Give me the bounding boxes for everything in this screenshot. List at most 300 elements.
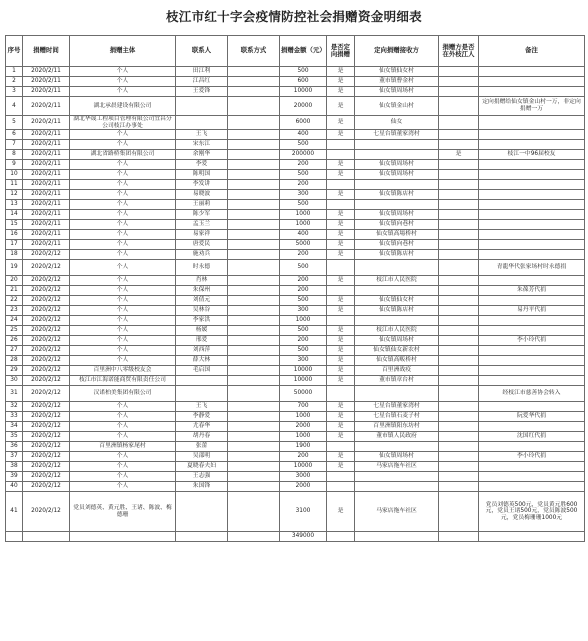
table-cell — [439, 170, 479, 180]
total-row — [6, 532, 585, 542]
table-cell: 2020/2/12 — [23, 452, 70, 462]
table-row — [6, 130, 585, 140]
table-cell — [228, 130, 280, 140]
table-cell: 3000 — [280, 472, 327, 482]
table-cell: 个人 — [70, 276, 176, 286]
table-cell: 200 — [280, 180, 327, 190]
table-cell — [327, 316, 355, 326]
table-cell: 2020/2/11 — [23, 150, 70, 160]
table-cell — [176, 116, 228, 130]
table-cell: 施劝兵 — [176, 250, 228, 260]
table-cell — [228, 472, 280, 482]
table-row — [6, 462, 585, 472]
table-cell: 是 — [327, 190, 355, 200]
table-cell — [439, 180, 479, 190]
table-cell: 仙女镇周场村 — [355, 170, 439, 180]
table-cell: 2000 — [280, 482, 327, 492]
table-cell: 2020/2/11 — [23, 210, 70, 220]
table-cell: 董市镇章台村 — [355, 376, 439, 386]
table-cell — [228, 316, 280, 326]
table-cell: 定向捐赠给仙女镇金山村一万，非定向捐赠一万 — [479, 97, 585, 116]
table-cell: 仙女镇周场村 — [355, 336, 439, 346]
table-cell — [439, 316, 479, 326]
table-cell: 是 — [439, 150, 479, 160]
table-cell — [479, 532, 585, 542]
table-cell — [6, 532, 23, 542]
table-cell — [439, 67, 479, 77]
table-cell: 肖林 — [176, 276, 228, 286]
table-cell: 个人 — [70, 326, 176, 336]
table-row — [6, 210, 585, 220]
table-cell: 七星台镇石麦子村 — [355, 412, 439, 422]
column-header: 备注 — [479, 36, 585, 67]
table-cell: 是 — [327, 240, 355, 250]
table-cell: 是 — [327, 97, 355, 116]
table-cell: 王志强 — [176, 472, 228, 482]
table-cell: 11 — [6, 180, 23, 190]
table-cell: 阮爱华代捐 — [479, 412, 585, 422]
table-cell: 个人 — [70, 200, 176, 210]
table-cell: 50000 — [280, 386, 327, 402]
table-cell: 2020/2/12 — [23, 366, 70, 376]
table-cell: 17 — [6, 240, 23, 250]
table-cell: 4 — [6, 97, 23, 116]
table-cell — [228, 532, 280, 542]
table-cell: 20 — [6, 276, 23, 286]
table-cell: 李小玲代捐 — [479, 336, 585, 346]
table-cell — [228, 150, 280, 160]
table-cell: 仙女镇周场村 — [355, 210, 439, 220]
table-cell: 2020/2/11 — [23, 116, 70, 130]
table-cell — [228, 200, 280, 210]
table-cell: 个人 — [70, 250, 176, 260]
table-cell: 百里洲战疫 — [355, 366, 439, 376]
table-cell: 2020/2/12 — [23, 260, 70, 276]
table-cell: 田江利 — [176, 67, 228, 77]
table-cell: 党员刘德英500元，党员黄元胜600元，党员王诸500元，党员陈波500元，党员梅珊珊1000元 — [479, 492, 585, 532]
table-cell — [228, 346, 280, 356]
table-cell: 27 — [6, 346, 23, 356]
table-cell: 是 — [327, 230, 355, 240]
table-cell — [228, 97, 280, 116]
table-cell: 李静爱 — [176, 412, 228, 422]
table-cell: 个人 — [70, 316, 176, 326]
table-row — [6, 452, 585, 462]
table-cell — [228, 386, 280, 402]
table-row — [6, 116, 585, 130]
table-cell: 汉诺柏美集团有限公司 — [70, 386, 176, 402]
table-cell — [439, 472, 479, 482]
table-cell: 2020/2/11 — [23, 97, 70, 116]
table-cell — [228, 276, 280, 286]
table-cell — [479, 220, 585, 230]
table-cell: 2020/2/11 — [23, 200, 70, 210]
table-cell: 36 — [6, 442, 23, 452]
table-cell: 个人 — [70, 412, 176, 422]
table-cell: 500 — [280, 260, 327, 276]
table-row — [6, 170, 585, 180]
table-cell — [439, 452, 479, 462]
table-cell: 仙女镇仙女村 — [355, 67, 439, 77]
table-cell: 2020/2/12 — [23, 316, 70, 326]
table-cell: 杨媛 — [176, 326, 228, 336]
table-cell: 2020/2/12 — [23, 462, 70, 472]
table-cell: 枝江市人民医院 — [355, 326, 439, 336]
table-cell: 300 — [280, 190, 327, 200]
table-cell: 七星台镇董家湾村 — [355, 130, 439, 140]
table-cell: 29 — [6, 366, 23, 376]
table-cell — [355, 532, 439, 542]
table-cell: 尤春华 — [176, 422, 228, 432]
table-cell — [439, 210, 479, 220]
table-cell: 仙女镇高畈桥村 — [355, 356, 439, 366]
table-cell: 31 — [6, 386, 23, 402]
table-cell — [327, 386, 355, 402]
table-cell — [228, 366, 280, 376]
table-row — [6, 296, 585, 306]
table-cell — [228, 87, 280, 97]
table-cell: 吴邵明 — [176, 452, 228, 462]
table-cell — [439, 87, 479, 97]
table-row — [6, 160, 585, 170]
table-cell: 200 — [280, 452, 327, 462]
table-cell — [327, 286, 355, 296]
table-cell: 300 — [280, 306, 327, 316]
table-cell — [479, 87, 585, 97]
table-cell — [439, 336, 479, 346]
table-cell: 1900 — [280, 442, 327, 452]
table-cell — [479, 296, 585, 306]
table-cell — [439, 356, 479, 366]
column-header: 捐赠金额（元） — [280, 36, 327, 67]
table-cell: 19 — [6, 260, 23, 276]
table-cell: 14 — [6, 210, 23, 220]
table-cell: 个人 — [70, 306, 176, 316]
table-cell: 胡丹春 — [176, 432, 228, 442]
table-cell: 个人 — [70, 402, 176, 412]
table-cell — [479, 462, 585, 472]
table-cell: 仙女镇周场村 — [355, 160, 439, 170]
table-cell: 38 — [6, 462, 23, 472]
table-cell: 百里洲镇杨家尾村 — [70, 442, 176, 452]
table-cell: 18 — [6, 250, 23, 260]
table-cell: 2020/2/11 — [23, 240, 70, 250]
table-cell: 600 — [280, 77, 327, 87]
table-cell: 5 — [6, 116, 23, 130]
table-cell: 个人 — [70, 67, 176, 77]
table-cell: 七星台镇董家湾村 — [355, 402, 439, 412]
table-row — [6, 326, 585, 336]
table-cell: 34 — [6, 422, 23, 432]
table-cell: 2 — [6, 77, 23, 87]
column-header: 捐赠时间 — [23, 36, 70, 67]
table-cell — [228, 492, 280, 532]
table-cell: 吴林谷 — [176, 306, 228, 316]
table-cell — [355, 200, 439, 210]
table-cell: 10000 — [280, 376, 327, 386]
table-cell: 个人 — [70, 260, 176, 276]
table-cell: 33 — [6, 412, 23, 422]
table-cell: 22 — [6, 296, 23, 306]
table-cell — [228, 286, 280, 296]
table-cell: 董市镇人民政府 — [355, 432, 439, 442]
table-cell: 王飞 — [176, 130, 228, 140]
table-cell — [439, 386, 479, 402]
table-cell: 是 — [327, 356, 355, 366]
table-cell — [479, 67, 585, 77]
table-cell — [327, 180, 355, 190]
table-cell: 1000 — [280, 432, 327, 442]
table-cell — [23, 532, 70, 542]
table-cell — [355, 442, 439, 452]
table-cell: 15 — [6, 220, 23, 230]
table-cell: 10000 — [280, 366, 327, 376]
table-cell: 是 — [327, 336, 355, 346]
table-cell — [479, 240, 585, 250]
table-cell: 仙女镇高場桥村 — [355, 230, 439, 240]
column-header: 捐赠方是否在外枝江人 — [439, 36, 479, 67]
page-title: 枝江市红十字会疫情防控社会捐赠资金明细表 — [165, 9, 422, 24]
table-cell — [479, 210, 585, 220]
table-cell — [479, 170, 585, 180]
table-cell — [327, 472, 355, 482]
table-cell: 500 — [280, 140, 327, 150]
table-cell: 9 — [6, 160, 23, 170]
table-cell — [228, 432, 280, 442]
table-cell — [228, 336, 280, 346]
table-cell: 个人 — [70, 422, 176, 432]
table-cell: 邢爱 — [176, 336, 228, 346]
table-cell: 个人 — [70, 140, 176, 150]
table-cell: 毛启国 — [176, 366, 228, 376]
table-cell: 个人 — [70, 482, 176, 492]
table-cell: 薛大林 — [176, 356, 228, 366]
table-cell — [228, 422, 280, 432]
table-cell: 2020/2/12 — [23, 442, 70, 452]
table-cell: 是 — [327, 87, 355, 97]
table-cell — [228, 452, 280, 462]
table-cell: 2020/2/11 — [23, 87, 70, 97]
table-cell: 朱葆芳代捐 — [479, 286, 585, 296]
table-cell — [70, 532, 176, 542]
table-cell: 个人 — [70, 77, 176, 87]
table-cell: 2020/2/12 — [23, 296, 70, 306]
table-cell — [439, 492, 479, 532]
table-cell: 陈明国 — [176, 170, 228, 180]
table-cell — [228, 442, 280, 452]
table-cell — [228, 67, 280, 77]
table-cell: 枝江市江海诺能商贸有限责任公司 — [70, 376, 176, 386]
table-cell: 是 — [327, 492, 355, 532]
table-cell: 13 — [6, 200, 23, 210]
table-cell: 400 — [280, 130, 327, 140]
table-cell: 1000 — [280, 316, 327, 326]
table-cell: 仙女镇陈店村 — [355, 250, 439, 260]
table-cell: 湖北承晨建设有限公司 — [70, 97, 176, 116]
table-cell: 时永德 — [176, 260, 228, 276]
table-cell: 经枝江市慈善协会转入 — [479, 386, 585, 402]
table-cell — [327, 532, 355, 542]
table-cell: 是 — [327, 210, 355, 220]
table-row — [6, 336, 585, 346]
table-cell: 仙女镇陈店村 — [355, 306, 439, 316]
table-cell: 12 — [6, 190, 23, 200]
table-cell — [439, 482, 479, 492]
table-cell — [439, 240, 479, 250]
table-row — [6, 432, 585, 442]
table-cell: 2020/2/11 — [23, 77, 70, 87]
table-cell: 个人 — [70, 220, 176, 230]
table-cell: 易丹平代捐 — [479, 306, 585, 316]
table-cell — [327, 442, 355, 452]
table-cell — [439, 276, 479, 286]
table-cell: 是 — [327, 462, 355, 472]
table-row — [6, 286, 585, 296]
table-cell — [439, 402, 479, 412]
table-row — [6, 482, 585, 492]
table-cell: 个人 — [70, 462, 176, 472]
table-cell — [439, 306, 479, 316]
table-cell: 32 — [6, 402, 23, 412]
table-cell — [228, 77, 280, 87]
table-cell: 是 — [327, 296, 355, 306]
table-cell: 仙女镇金山村 — [355, 97, 439, 116]
table-cell: 个人 — [70, 87, 176, 97]
table-row — [6, 220, 585, 230]
table-cell — [439, 250, 479, 260]
table-cell: 41 — [6, 492, 23, 532]
table-cell: 张蕾 — [176, 442, 228, 452]
table-cell: 2020/2/12 — [23, 472, 70, 482]
table-cell: 23 — [6, 306, 23, 316]
table-cell: 朱国锋 — [176, 482, 228, 492]
table-cell: 2020/2/12 — [23, 492, 70, 532]
table-cell: 2020/2/11 — [23, 190, 70, 200]
table-cell: 是 — [327, 412, 355, 422]
table-row — [6, 422, 585, 432]
table-row — [6, 190, 585, 200]
table-cell — [439, 97, 479, 116]
table-cell — [228, 160, 280, 170]
table-cell: 刘西萍 — [176, 346, 228, 356]
table-cell: 王飞 — [176, 402, 228, 412]
table-cell: 2020/2/12 — [23, 482, 70, 492]
table-cell: 500 — [280, 67, 327, 77]
table-cell: 1000 — [280, 220, 327, 230]
table-cell — [439, 130, 479, 140]
table-cell: 百里洲中八零级校友会 — [70, 366, 176, 376]
table-cell — [355, 316, 439, 326]
table-cell: 仙女镇周场村 — [355, 87, 439, 97]
table-cell — [228, 260, 280, 276]
table-cell — [439, 116, 479, 130]
table-cell: 余刚华 — [176, 150, 228, 160]
table-cell: 是 — [327, 402, 355, 412]
table-cell — [479, 77, 585, 87]
table-cell: 2020/2/12 — [23, 376, 70, 386]
table-cell: 2020/2/12 — [23, 336, 70, 346]
table-cell: 20000 — [280, 97, 327, 116]
table-cell: 宋东江 — [176, 140, 228, 150]
table-cell: 2020/2/12 — [23, 386, 70, 402]
table-cell — [355, 260, 439, 276]
table-cell — [439, 422, 479, 432]
table-body — [6, 67, 585, 542]
table-cell — [327, 260, 355, 276]
table-cell: 500 — [280, 200, 327, 210]
table-cell: 24 — [6, 316, 23, 326]
table-cell: 16 — [6, 230, 23, 240]
table-cell: 1 — [6, 67, 23, 77]
table-cell: 个人 — [70, 130, 176, 140]
table-cell — [327, 482, 355, 492]
table-header-row — [6, 36, 585, 67]
table-cell — [228, 412, 280, 422]
table-cell — [479, 482, 585, 492]
table-cell: 3 — [6, 87, 23, 97]
table-cell: 2020/2/12 — [23, 276, 70, 286]
table-row — [6, 240, 585, 250]
table-cell: 是 — [327, 306, 355, 316]
table-cell: 李小玲代捐 — [479, 452, 585, 462]
table-cell: 仙女 — [355, 116, 439, 130]
table-cell: 25 — [6, 326, 23, 336]
table-cell: 2020/2/11 — [23, 230, 70, 240]
table-cell: 是 — [327, 67, 355, 77]
table-cell: 是 — [327, 250, 355, 260]
table-row — [6, 492, 585, 532]
table-cell: 30 — [6, 376, 23, 386]
table-cell — [439, 77, 479, 87]
table-cell: 2020/2/12 — [23, 412, 70, 422]
table-cell — [439, 140, 479, 150]
table-cell: 3100 — [280, 492, 327, 532]
table-cell — [176, 532, 228, 542]
table-cell — [479, 160, 585, 170]
table-cell — [479, 366, 585, 376]
table-cell: 个人 — [70, 452, 176, 462]
table-cell: 孟玉兰 — [176, 220, 228, 230]
table-cell: 10000 — [280, 462, 327, 472]
table-cell — [355, 386, 439, 402]
table-cell — [327, 150, 355, 160]
table-cell: 夏晓春夫妇 — [176, 462, 228, 472]
table-cell: 百里洲镇阳东坊村 — [355, 422, 439, 432]
table-cell — [479, 356, 585, 366]
table-cell: 35 — [6, 432, 23, 442]
table-cell — [228, 190, 280, 200]
table-cell: 8 — [6, 150, 23, 160]
table-cell: 500 — [280, 296, 327, 306]
table-cell: 易家祥 — [176, 230, 228, 240]
table-cell: 21 — [6, 286, 23, 296]
table-cell — [439, 260, 479, 276]
table-row — [6, 386, 585, 402]
table-cell — [228, 356, 280, 366]
table-cell — [479, 402, 585, 412]
table-cell: 马家店拖车社区 — [355, 462, 439, 472]
table-cell: 唐爱民 — [176, 240, 228, 250]
table-cell: 个人 — [70, 170, 176, 180]
table-cell — [439, 462, 479, 472]
table-row — [6, 150, 585, 160]
table-cell: 是 — [327, 376, 355, 386]
table-cell: 个人 — [70, 356, 176, 366]
table-cell: 个人 — [70, 472, 176, 482]
table-cell — [479, 140, 585, 150]
table-cell: 10 — [6, 170, 23, 180]
column-header: 是否定向捐赠 — [327, 36, 355, 67]
